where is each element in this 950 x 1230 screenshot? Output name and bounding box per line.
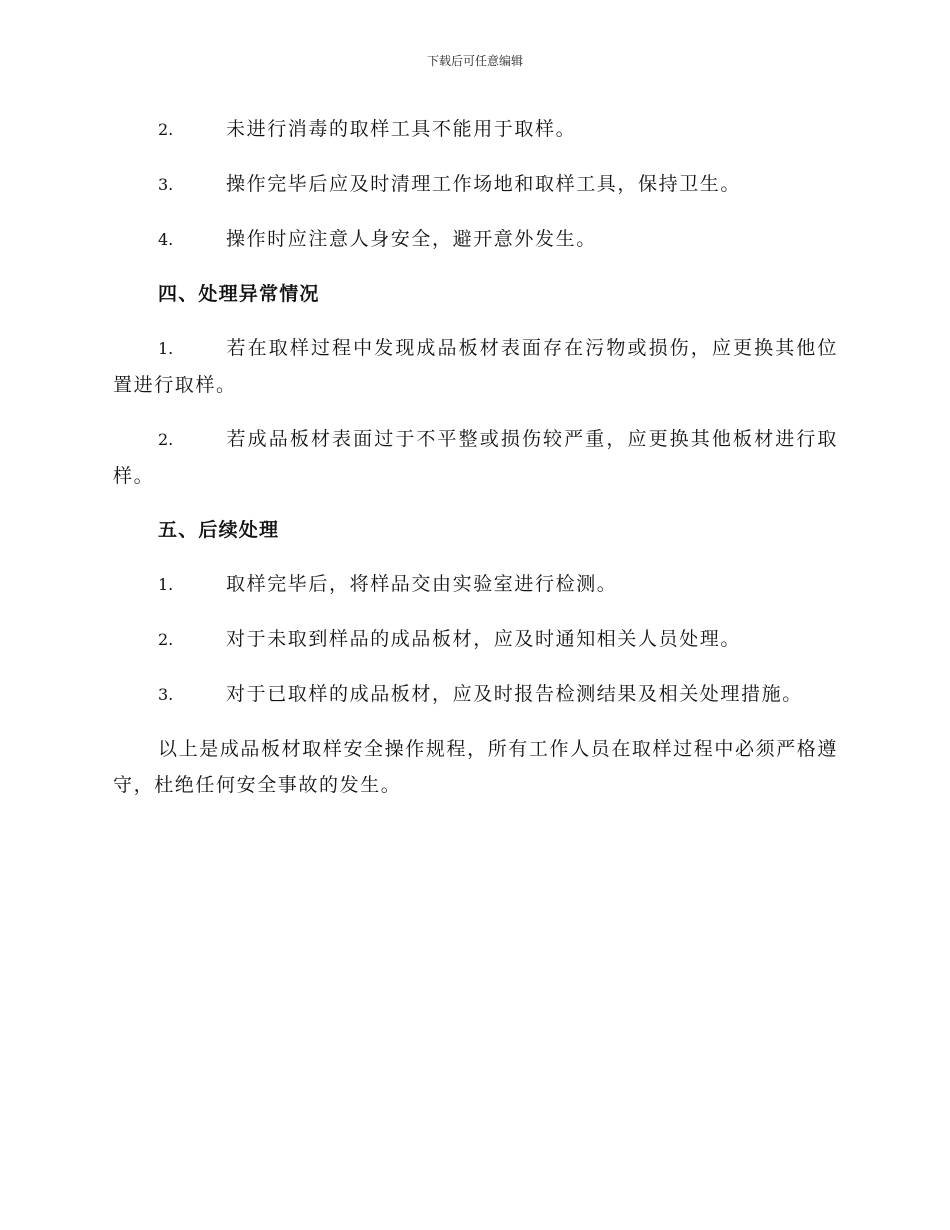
list-item — [113, 166, 838, 203]
item-text: 操作完毕后应及时清理工作场地和取样工具，保持卫生。 — [226, 173, 742, 195]
item-text: 若成品板材表面过于不平整或损伤较严重，应更换其他板材进行取样。 — [113, 428, 838, 487]
item-number: 1. — [158, 575, 174, 594]
list-item — [113, 676, 838, 713]
list-item — [113, 421, 838, 494]
item-number: 4. — [158, 230, 174, 249]
list-item — [113, 621, 838, 658]
list-item — [113, 221, 838, 258]
list-item — [113, 111, 838, 148]
section-heading: 四、处理异常情况 — [158, 283, 320, 305]
section-heading: 五、后续处理 — [158, 519, 280, 541]
item-text: 取样完毕后，将样品交由实验室进行检测。 — [226, 573, 618, 595]
item-text: 未进行消毒的取样工具不能用于取样。 — [226, 118, 577, 140]
item-text: 若在取样过程中发现成品板材表面存在污物或损伤，应更换其他位置进行取样。 — [113, 337, 838, 396]
item-number: 1. — [158, 339, 174, 358]
document-body — [113, 111, 838, 803]
item-number: 3. — [158, 685, 174, 704]
item-text: 对于未取到样品的成品板材，应及时通知相关人员处理。 — [226, 628, 742, 650]
item-text: 操作时应注意人身安全，避开意外发生。 — [226, 228, 597, 250]
conclusion-paragraph: 以上是成品板材取样安全操作规程，所有工作人员在取样过程中必须严格遵守，杜绝任何安全事故的发生。 — [113, 738, 838, 796]
item-number: 3. — [158, 175, 174, 194]
item-number: 2. — [158, 120, 174, 139]
page-header: 下载后可任意编辑 — [426, 54, 523, 68]
item-number: 2. — [158, 430, 174, 449]
list-item — [113, 330, 838, 403]
item-number: 2. — [158, 630, 174, 649]
list-item — [113, 566, 838, 603]
item-text: 对于已取样的成品板材，应及时报告检测结果及相关处理措施。 — [226, 683, 803, 705]
